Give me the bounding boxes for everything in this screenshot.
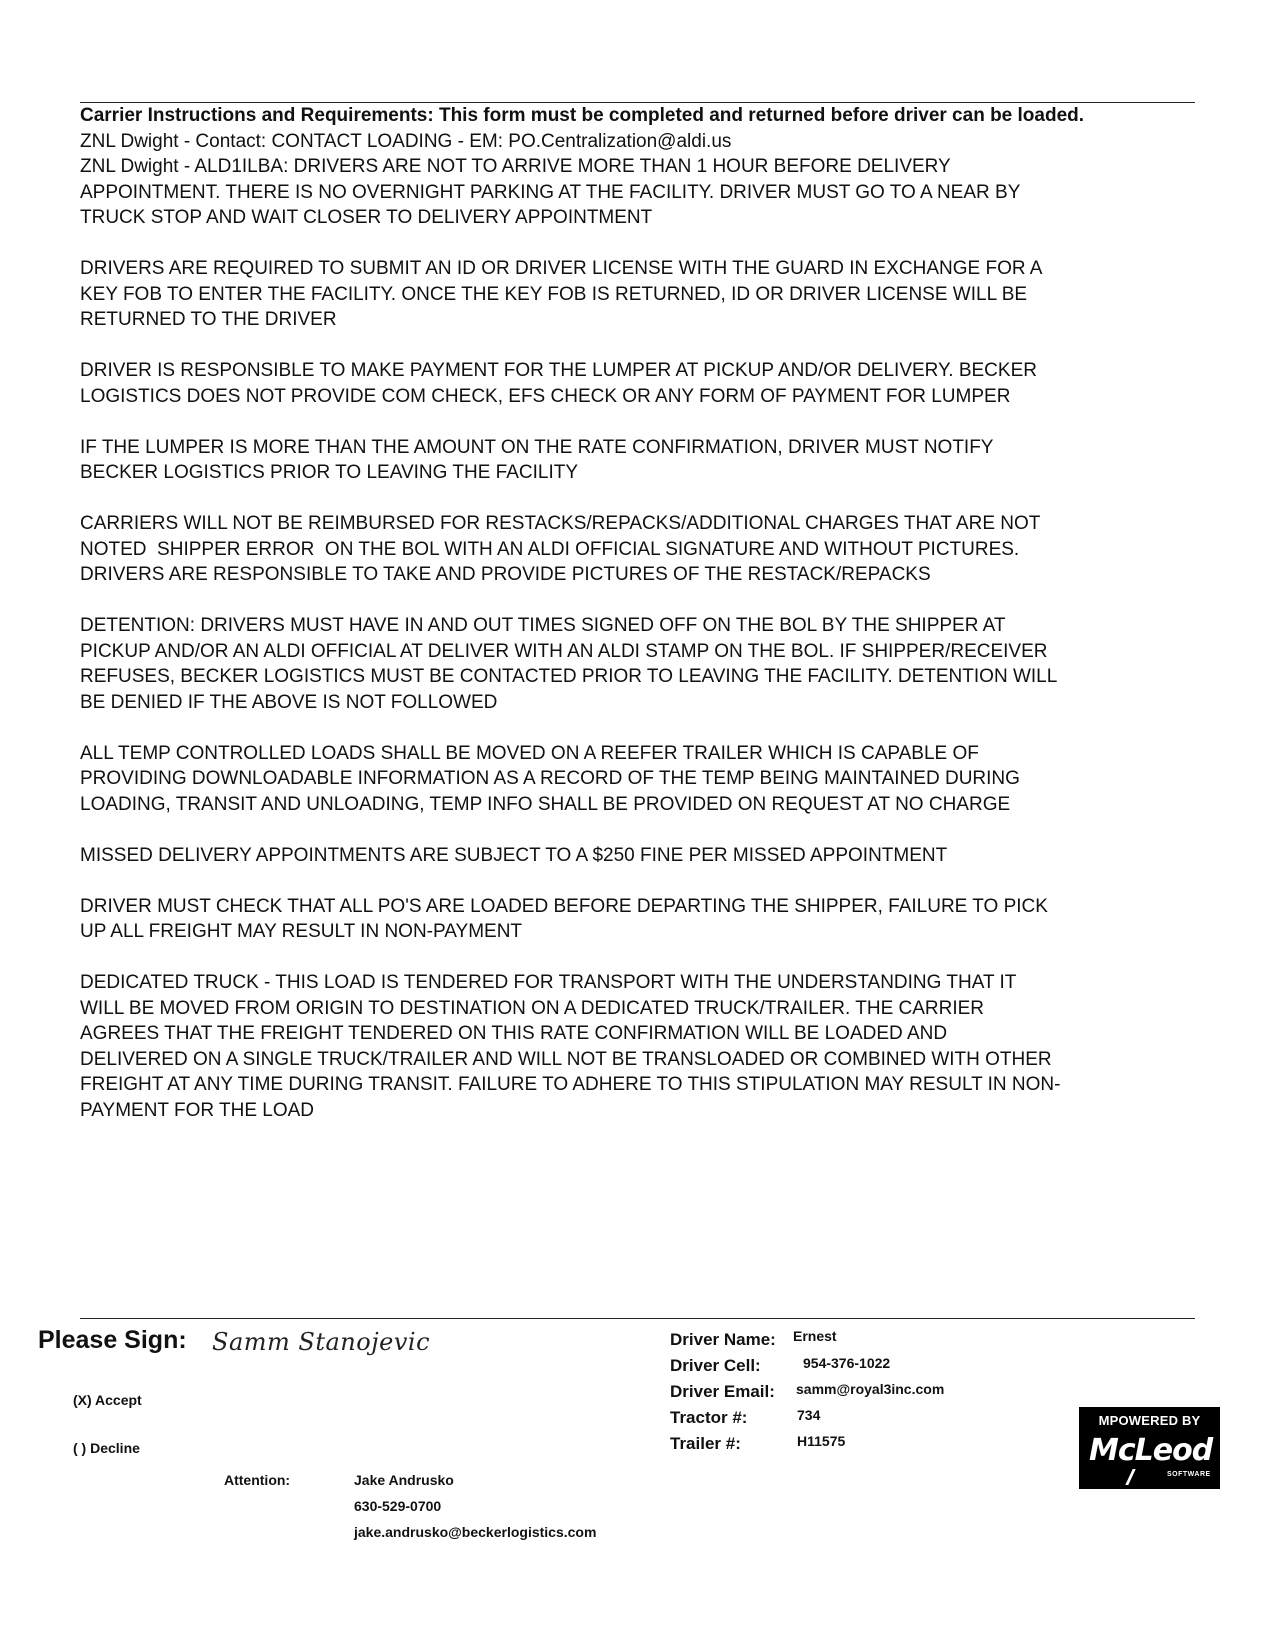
instruction-paragraph: ZNL Dwight - ALD1ILBA: DRIVERS ARE NOT TO ARRIVE MORE THAN 1 HOUR BEFORE DELIVERY APPOINTMENT. THERE IS NO OVERNIGHT PARKING AT THE FACILITY. DRIVER MUST GO TO A NEAR BY TRUCK STOP AND WAIT CLOSER TO DELIVERY APPOINTMENT	[80, 156, 1021, 228]
driver-cell-value: 954-376-1022	[803, 1355, 891, 1371]
decline-option[interactable]: ( ) Decline	[73, 1440, 140, 1456]
driver-cell-label: Driver Cell:	[670, 1356, 761, 1375]
instruction-paragraph: DRIVERS ARE REQUIRED TO SUBMIT AN ID OR DRIVER LICENSE WITH THE GUARD IN EXCHANGE FOR A KEY FOB TO ENTER THE FACILITY. ONCE THE KEY FOB IS RETURNED, ID OR DRIVER LICENSE WILL BE RETURNED TO THE DRIVER	[80, 258, 1043, 330]
instruction-paragraph: DRIVER MUST CHECK THAT ALL PO'S ARE LOADED BEFORE DEPARTING THE SHIPPER, FAILURE TO PICK UP ALL FREIGHT MAY RESULT IN NON-PAYMENT	[80, 895, 1048, 942]
trailer-value: H11575	[797, 1433, 846, 1449]
attention-label: Attention:	[224, 1472, 291, 1488]
instruction-paragraph: DEDICATED TRUCK - THIS LOAD IS TENDERED FOR TRANSPORT WITH THE UNDERSTANDING THAT IT WILL BE MOVED FROM ORIGIN TO DESTINATION ON A DEDICATED TRUCK/TRAILER. THE CARRIER AGREES THAT THE FREIGHT TENDERED ON THIS RATE CONFIRMATION WILL BE LOADED AND DELIVERED ON A SINGLE TRUCK/TRAILER AND WILL NOT BE TRANSLOADED OR COMBINED WITH OTHER FREIGHT AT ANY TIME DURING TRANSIT. FAILURE TO ADHERE TO THIS STIPULATION MAY RESULT IN NON- PAYMENT FOR THE LOAD	[80, 972, 1061, 1121]
signature-field[interactable]: Samm Stanojevic	[212, 1328, 431, 1356]
logo-slash-mark	[1125, 1469, 1135, 1485]
instructions-title: Carrier Instructions and Requirements: This form must be completed and returned before driver can be loaded.	[80, 105, 1085, 126]
driver-name-label: Driver Name:	[670, 1330, 776, 1349]
instruction-paragraph: IF THE LUMPER IS MORE THAN THE AMOUNT ON THE RATE CONFIRMATION, DRIVER MUST NOTIFY BECKER LOGISTICS PRIOR TO LEAVING THE FACILITY	[80, 436, 994, 483]
tractor-value: 734	[797, 1407, 821, 1423]
logo-powered-by: MPOWERED BY	[1098, 1413, 1201, 1428]
instruction-paragraph: CARRIERS WILL NOT BE REIMBURSED FOR RESTACKS/REPACKS/ADDITIONAL CHARGES THAT ARE NOT NOTED SHIPPER ERROR ON THE BOL WITH AN ALDI OFFICIAL SIGNATURE AND WITHOUT PICTURES. DRIVERS ARE RESPONSIBLE TO TAKE AND PROVIDE PICTURES OF THE RESTACK/REPACKS	[80, 513, 1041, 585]
attention-email[interactable]: jake.andrusko@beckerlogistics.com	[354, 1524, 597, 1540]
signature-divider	[80, 1318, 1195, 1319]
driver-email-label: Driver Email:	[670, 1382, 775, 1401]
instruction-paragraph: DETENTION: DRIVERS MUST HAVE IN AND OUT TIMES SIGNED OFF ON THE BOL BY THE SHIPPER AT PICKUP AND/OR AN ALDI OFFICIAL AT DELIVER WITH AN ALDI STAMP ON THE BOL. IF SHIPPER/RECEIVER REFUSES, BECKER LOGISTICS MUST BE CONTACTED PRIOR TO LEAVING THE FACILITY. DETENTION WILL BE DENIED IF THE ABOVE IS NOT FOLLOWED	[80, 615, 1058, 713]
attention-phone: 630-529-0700	[354, 1498, 442, 1514]
instruction-paragraph: MISSED DELIVERY APPOINTMENTS ARE SUBJECT TO A $250 FINE PER MISSED APPOINTMENT	[80, 844, 948, 866]
instruction-paragraph: DRIVER IS RESPONSIBLE TO MAKE PAYMENT FOR THE LUMPER AT PICKUP AND/OR DELIVERY. BECKER LOGISTICS DOES NOT PROVIDE COM CHECK, EFS CHECK OR ANY FORM OF PAYMENT FOR LUMPER	[80, 360, 1037, 407]
tractor-label: Tractor #:	[670, 1408, 748, 1427]
mcleod-logo	[1079, 1407, 1220, 1489]
please-sign-label: Please Sign:	[38, 1326, 187, 1354]
carrier-instructions	[80, 103, 1190, 1149]
attention-name: Jake Andrusko	[354, 1472, 454, 1488]
trailer-label: Trailer #:	[670, 1434, 741, 1453]
contact-line: ZNL Dwight - Contact: CONTACT LOADING - EM: PO.Centralization@aldi.us	[80, 130, 732, 152]
driver-email-value[interactable]: samm@royal3inc.com	[796, 1381, 945, 1397]
driver-name-value: Ernest	[793, 1328, 837, 1344]
logo-brand: McLeod	[1089, 1433, 1213, 1468]
accept-option[interactable]: (X) Accept	[73, 1392, 142, 1408]
instruction-paragraph: ALL TEMP CONTROLLED LOADS SHALL BE MOVED ON A REEFER TRAILER WHICH IS CAPABLE OF PROVIDING DOWNLOADABLE INFORMATION AS A RECORD OF THE TEMP BEING MAINTAINED DURING LOADING, TRANSIT AND UNLOADING, TEMP INFO SHALL BE PROVIDED ON REQUEST AT NO CHARGE	[80, 742, 1020, 815]
logo-software: SOFTWARE	[1167, 1471, 1211, 1478]
